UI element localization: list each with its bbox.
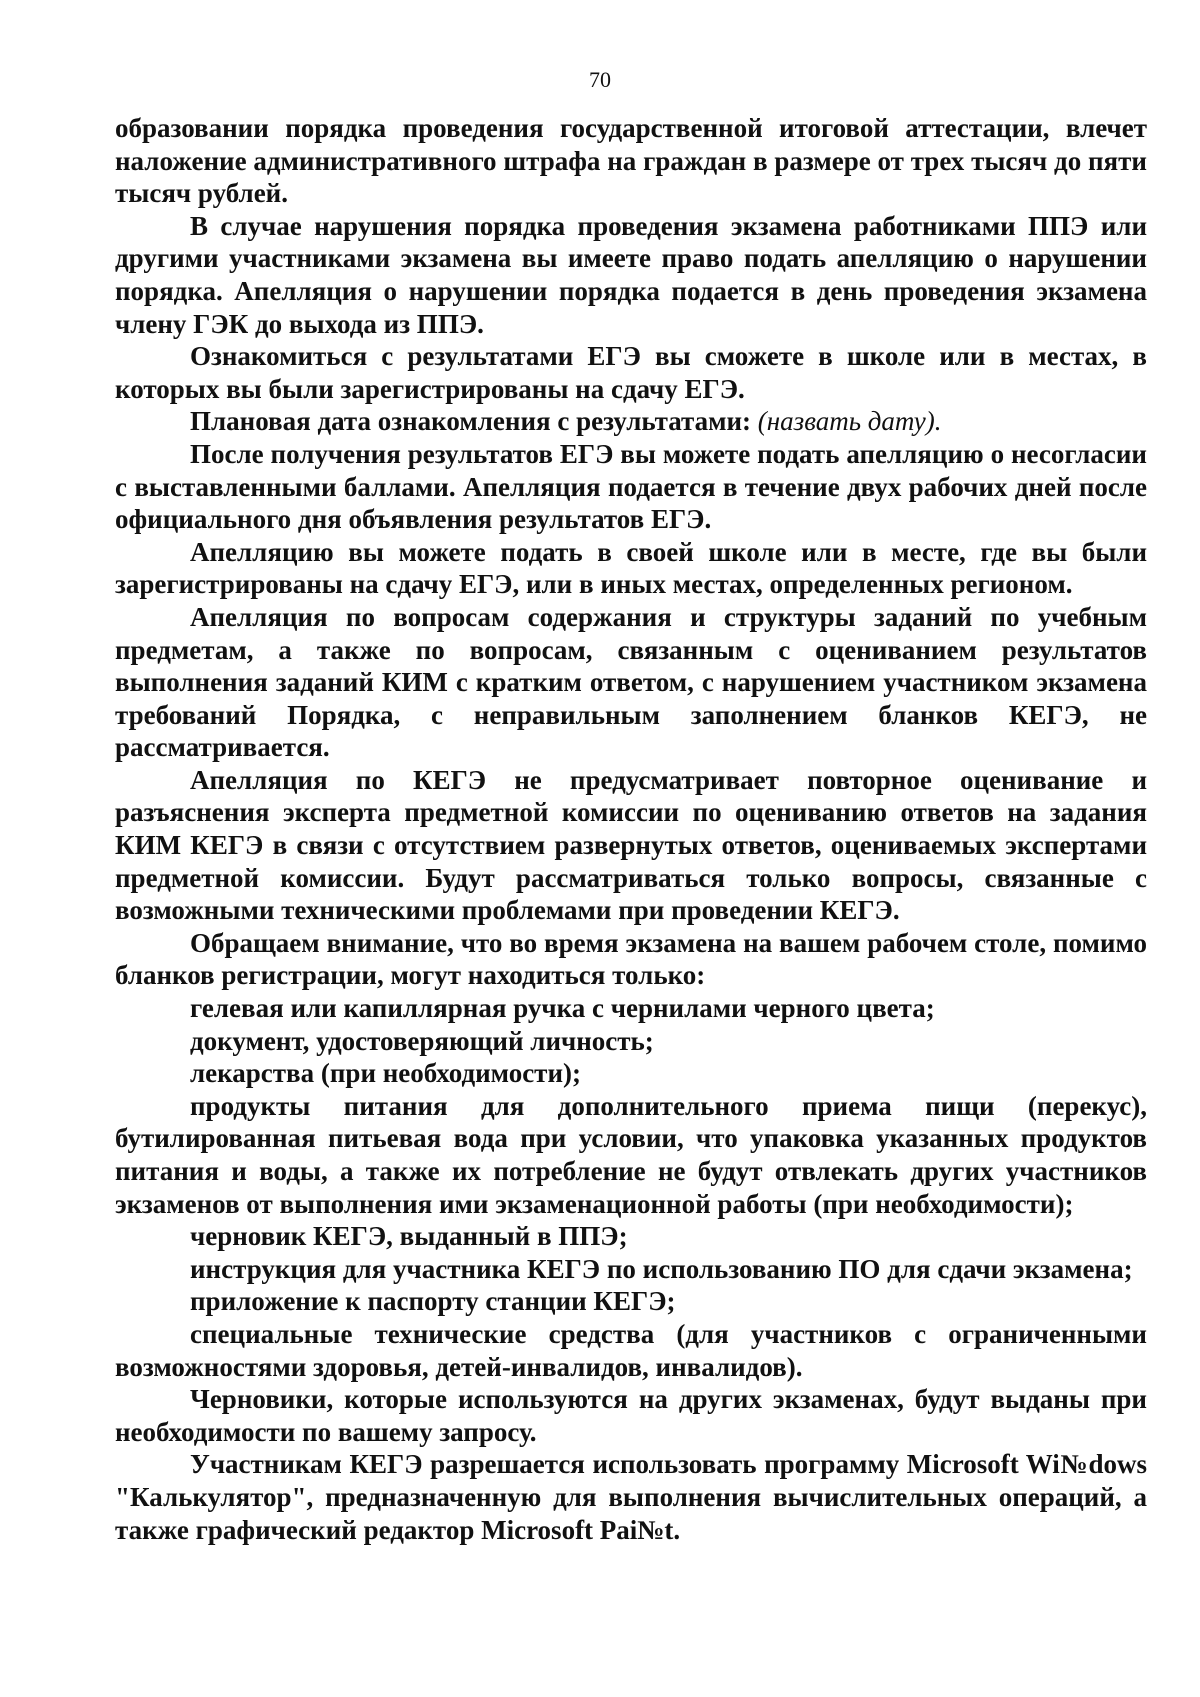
paragraph-appeal-violation: В случае нарушения порядка проведения экзамена работниками ППЭ или другими участниками экзамена вы имеете право подать апелляцию о нарушении порядка. Апелляция о нарушении порядка подается в день проведения экзамена члену ГЭК до выхода из ППЭ.	[115, 210, 1147, 339]
page-number: 70	[589, 67, 611, 92]
paragraph-appeal-not-considered: Апелляция по вопросам содержания и структуры заданий по учебным предметам, а также по вопросам, связанным с оцениванием результатов выполнения заданий КИМ с кратким ответом, с нарушением участником экзамена требований Порядка, с неправильным заполнением бланков КЕГЭ, не рассматривается.	[115, 601, 1147, 763]
paragraph-desk-items-intro: Обращаем внимание, что во время экзамена на вашем рабочем столе, помимо бланков регистрации, могут находиться только:	[115, 927, 1147, 991]
list-item-draft: черновик КЕГЭ, выданный в ППЭ;	[190, 1221, 628, 1252]
list-item-station-passport: приложение к паспорту станции КЕГЭ;	[190, 1286, 676, 1317]
paragraph-kege-appeal: Апелляция по КЕГЭ не предусматривает повторное оценивание и разъяснения эксперта предметной комиссии по оцениванию ответов на задания КИМ КЕГЭ в связи с отсутствием развернутых ответов, оцениваемых экспертами предметной комиссии. Будут рассматриваться только вопросы, связанные с возможными техническими проблемами при проведении КЕГЭ.	[115, 764, 1147, 926]
document-body	[115, 112, 1147, 1546]
paragraph-drafts-other-exams: Черновики, которые используются на других экзаменах, будут выданы при необходимости по вашему запросу.	[115, 1384, 1147, 1447]
paragraph-appeal-location: Апелляцию вы можете подать в своей школе или в месте, где вы были зарегистрированы на сдачу ЕГЭ, или в иных местах, определенных регионом.	[115, 536, 1147, 600]
paragraph-allowed-software: Участникам КЕГЭ разрешается использовать программу Microsoft Wi№dows "Калькулятор", предназначенную для выполнения вычислительных операций, а также графический редактор Microsoft Pai№t.	[115, 1449, 1147, 1545]
paragraph-planned-date	[115, 405, 1147, 438]
paragraph-results-review: Ознакомиться с результатами ЕГЭ вы сможете в школе или в местах, в которых вы были зарегистрированы на сдачу ЕГЭ.	[115, 341, 1147, 404]
list-item-special-means: специальные технические средства (для участников с ограниченными возможностями здоровья, детей-инвалидов, инвалидов).	[115, 1318, 1147, 1382]
list-item-medicine: лекарства (при необходимости);	[190, 1058, 581, 1089]
list-item-id-document: документ, удостоверяющий личность;	[190, 1025, 654, 1056]
list-item-food-water: продукты питания для дополнительного приема пищи (перекус), бутилированная питьевая вода при условии, что упаковка указанных продуктов питания и воды, а также их потребление не будут отвлекать других участников экзаменов от выполнения ими экзаменационной работы (при необходимости);	[115, 1090, 1147, 1219]
planned-date-note: (назвать дату).	[757, 406, 942, 437]
paragraph-appeal-disagreement: После получения результатов ЕГЭ вы можете подать апелляцию о несогласии с выставленными баллами. Апелляция подается в течение двух рабочих дней после официального дня объявления результатов ЕГЭ.	[115, 438, 1147, 535]
paragraph-fine-continuation: образовании порядка проведения государственной итоговой аттестации, влечет наложение административного штрафа на граждан в размере от трех тысяч до пяти тысяч рублей.	[115, 113, 1147, 209]
list-item-pen: гелевая или капиллярная ручка с чернилами черного цвета;	[190, 993, 935, 1024]
list-item-instruction: инструкция для участника КЕГЭ по использованию ПО для сдачи экзамена;	[190, 1253, 1133, 1284]
planned-date-label: Плановая дата ознакомления с результатами:	[190, 406, 752, 437]
